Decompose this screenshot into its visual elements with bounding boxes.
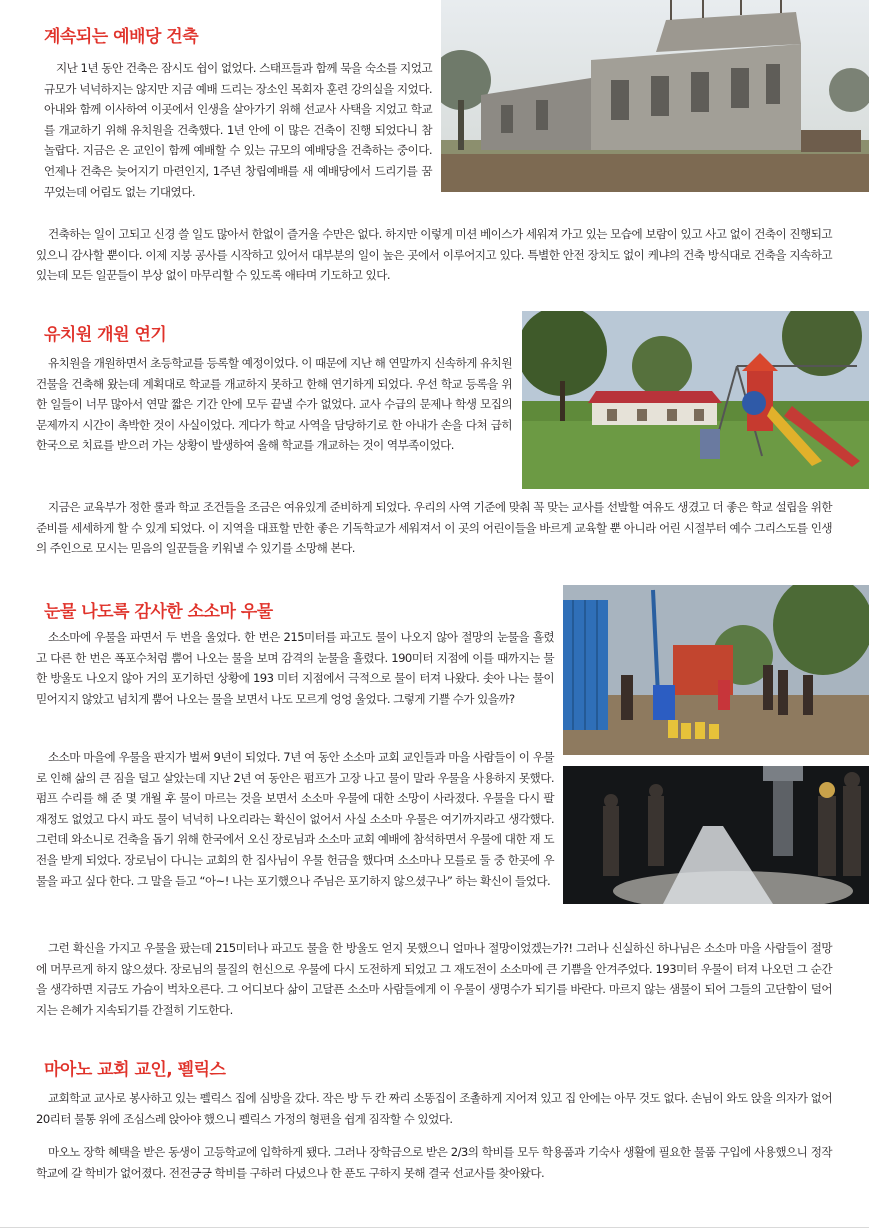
water-gushing-photo (563, 766, 869, 904)
paragraph: 건축하는 일이 고되고 신경 쓸 일도 많아서 한없이 즐거울 수만은 없다. 하지만 이렇게 미션 베이스가 세워져 가고 있는 모습에 보람이 있고 사고 없이 건축이 진행되고 있으니 감사할 뿐이다. 이제 지붕 공사를 시작하고 있어서 대부분의 일이 높은 곳에서 이루어지고 있다. 특별한 안전 장치도 없이 케냐의 건축 방식대로 건축을 지속하고 있는데 모든 일꾼들이 부상 없이 마무리할 수 있도록 애타며 기도하고 있다. (36, 227, 832, 283)
section-title-kindergarten-postponed: 유치원 개원 연기 (44, 325, 167, 345)
paragraph: 교회학교 교사로 봉사하고 있는 펠릭스 집에 심방을 갔다. 작은 방 두 칸 짜리 소똥집이 조촐하게 지어져 있고 집 안에는 아무 것도 없다. 손님이 와도 앉을 의자가 없어 20리터 물통 위에 조심스레 앉아야 했으니 펠릭스 가정의 형편을 쉽게 짐작할 수 있었다. (36, 1091, 832, 1126)
paragraph: 마오노 장학 혜택을 받은 동생이 고등학교에 입학하게 됐다. 그러나 장학금으로 받은 2/3의 학비를 모두 학용품과 기숙사 생활에 필요한 물품 구입에 사용했으니 정작 학교에 갈 학비가 없어졌다. 전전긍긍 학비를 구하러 다녔으나 한 푼도 구하지 못해 결국 선교사를 찾아왔다. (36, 1145, 832, 1180)
paragraph: 소소마에 우물을 파면서 두 번을 울었다. 한 번은 215미터를 파고도 물이 나오지 않아 절망의 눈물을 흘렸고 다른 한 번은 폭포수처럼 뿜어 나오는 물을 보며 감격의 눈물을 흘렸다. 190미터 지점에 이를 때까지는 물 한 방울도 나오지 않아 거의 포기하던 상황에 193 미터 지점에서 극적으로 물이 터져 나왔다. 솟아 나는 물이 믿어지지 않았고 넘치게 뿜어 나오는 물을 보면서 나도 모르게 엉엉 울었다. 그렇게 기쁠 수가 있을까? (36, 630, 554, 706)
paragraph: 지난 1년 동안 건축은 잠시도 쉽이 없었다. 스태프들과 함께 묵을 숙소를 지었고 규모가 넉넉하지는 않지만 지금 예배 드리는 장소인 목회자 훈련 강의실을 지었다. 아내와 함께 이사하여 이곳에서 인생을 살아가기 위해 선교사 사택을 지었고 학교를 개교하기 위해 유치원을 건축했다. 1년 안에 이 많은 건축이 진행 되었다니 참 놀랍다. 지금은 온 교인이 함께 예배할 수 있는 규모의 예배당을 건축하는 중이다. 언제나 건축은 늦어지기 마련인지, 1주년 창립예배를 새 예배당에서 드리기를 꿈꾸었는데 어림도 없는 기대였다. (44, 61, 432, 199)
section-title-felix: 마아노 교회 교인, 펠릭스 (44, 1060, 226, 1080)
well-drilling-photo (563, 585, 869, 755)
section-title-church-construction: 계속되는 예배당 건축 (44, 27, 199, 47)
section-title-sosoma-well: 눈물 나도록 감사한 소소마 우물 (44, 602, 273, 622)
paragraph: 그런 확신을 가지고 우물을 팠는데 215미터나 파고도 물을 한 방울도 얻지 못했으니 얼마나 절망이었겠는가?! 그러나 신실하신 하나님은 소소마 마을 사람들이 절망에 머무르게 하지 않으셨다. 장로님의 물질의 헌신으로 우물에 다시 도전하게 되었고 그 재도전이 소소마에 큰 기쁨을 안겨주었다. 193미터 우물이 터져 나오던 그 순간을 생각하면 지금도 가슴이 벅차오른다. 그 어디보다 삶이 고달픈 소소마 사람들에게 이 우물이 생명수가 되기를 바란다. 마르지 않는 샘물이 되어 그들의 고단함이 덜어지는 은혜가 지속되기를 간절히 기도한다. (36, 941, 832, 1017)
paragraph: 소소마 마을에 우물을 판지가 벌써 9년이 되었다. 7년 여 동안 소소마 교회 교인들과 마을 사람들이 이 우물로 인해 삶의 큰 짐을 덜고 살았는데 지난 2년 여 동안은 펌프가 고장 나고 물이 말라 우물을 사용하지 못했다. 펌프 수리를 해 준 몇 개월 후 물이 마르는 것을 보면서 소소마 우물에 대한 소망이 사라졌다. 우물을 다시 팔 재정도 없었고 다시 파도 물이 넉넉히 나오리라는 확신이 없어서 사실 소소마 우물은 여기까지라고 생각했다. 그런데 와소니로 건축을 돕기 위해 한국에서 오신 장로님과 소소마 교회 예배에 참석하면서 우물에 대한 재 도전을 받게 되었다. 장로님이 다니는 교회의 한 집사님이 우물 헌금을 했다며 소소마나 모를로 둘 중 한곳에 우물을 파고 싶다 한다. 그 말을 듣고 “아~! 나는 포기했으나 주님은 포기하지 않으셨구나” 하는 확신이 들었다. (36, 750, 554, 888)
paragraph: 유치원을 개원하면서 초등학교를 등록할 예정이었다. 이 때문에 지난 해 연말까지 신속하게 유치원 건물을 건축해 왔는데 계획대로 학교를 개교하지 못하고 한해 연기하게 되었다. 우선 학교 등록을 위한 일들이 너무 많아서 연말 짧은 기간 안에 모두 끝낼 수가 없었다. 교사 수급의 문제나 학생 모집의 문제까지 시간이 촉박한 것이 사실이었다. 게다가 학교 사역을 담당하기로 한 아내가 손을 다쳐 급히 한국으로 치료를 받으러 가는 상황이 발생하여 올해 학교를 개교하는 것이 역부족이었다. (36, 356, 512, 453)
church-construction-photo (441, 0, 869, 192)
paragraph: 지금은 교육부가 정한 룰과 학교 조건들을 조금은 여유있게 준비하게 되었다. 우리의 사역 기준에 맞춰 꼭 맞는 교사를 선발할 여유도 생겼고 더 좋은 학교 설립을 위한 준비를 세세하게 할 수 있게 되었다. 이 지역을 대표할 만한 좋은 기독학교가 세워져서 이 곳의 어린이들을 바르게 교육할 뿐 아니라 어린 시절부터 예수 그리스도를 인생의 주인으로 모시는 믿음의 일꾼들을 키워낼 수 있기를 소망해 본다. (36, 500, 832, 556)
kindergarten-playground-photo (522, 311, 869, 489)
